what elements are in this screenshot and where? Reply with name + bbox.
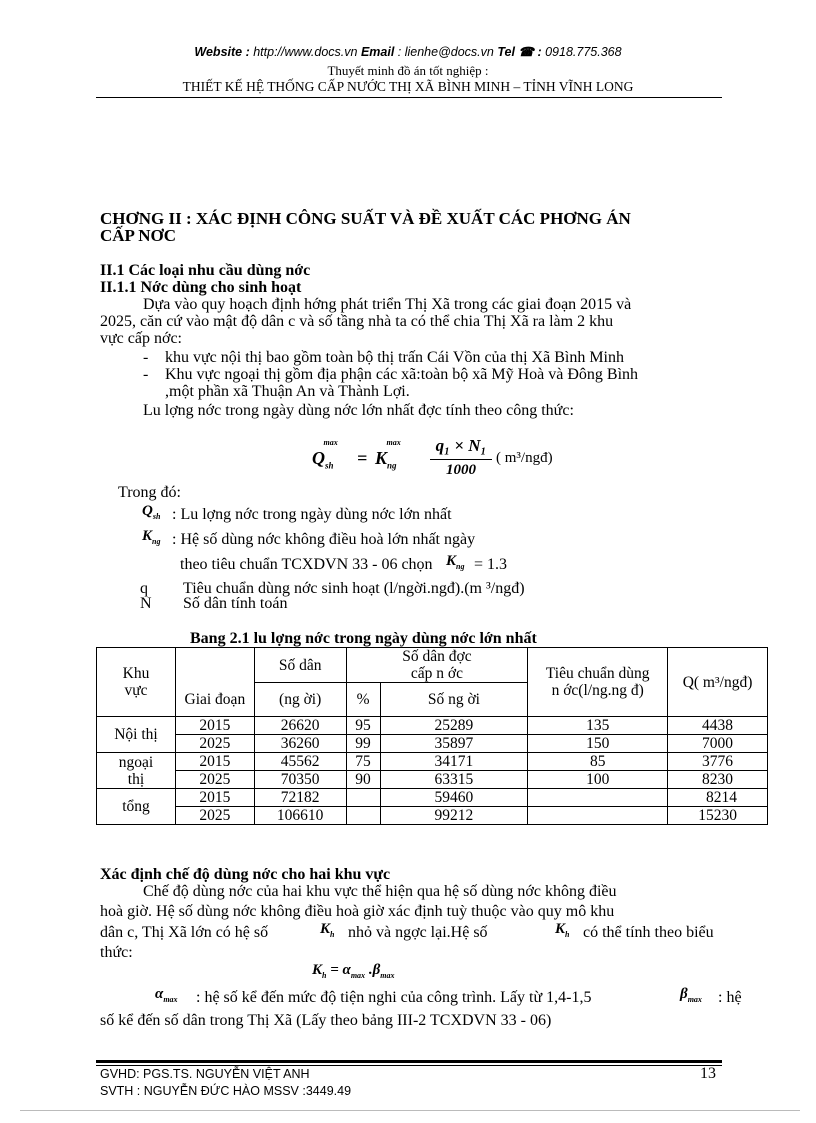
- header-so-dan: Số dân: [254, 648, 346, 683]
- para1-line3: vực cấp nớc:: [100, 330, 182, 347]
- footer-divider-thick: [96, 1060, 722, 1063]
- bullet-1: khu vực nội thị bao gồm toàn bộ thị trấn Cái Vồn của thị Xã Bình Minh: [165, 349, 624, 366]
- def-q-symbol: q: [140, 580, 148, 597]
- cell-std: 135: [528, 717, 668, 735]
- cell-pct: 75: [346, 753, 380, 771]
- def-kng-choice: theo tiêu chuẩn TCXDVN 33 - 06 chọn: [180, 556, 433, 573]
- alpha-text: : hệ số kể đến mức độ tiện nghi của công trình. Lấy từ 1,4-1,5: [196, 989, 592, 1006]
- cell-pop: 45562: [254, 753, 346, 771]
- cell-std: 150: [528, 735, 668, 753]
- header-tieu-chuan: Tiêu chuẩn dùng n ớc(l/ng.ng đ): [528, 648, 668, 717]
- page-number: 13: [700, 1065, 716, 1082]
- header-so-nguoi: Số ng ời: [380, 683, 528, 717]
- table-caption: Bang 2.1 lu lợng nớc trong ngày dùng nớc lớn nhất: [190, 630, 537, 647]
- website-header: [0, 44, 816, 59]
- section2-p3c: có thể tính theo biểu: [583, 924, 714, 941]
- formula-k: K: [375, 448, 388, 468]
- q-sh-max-symbol: $Q_{sh}$: [142, 503, 161, 521]
- website-label: Website :: [194, 45, 250, 59]
- cell-pct: 99: [346, 735, 380, 753]
- cell-q: 8214: [668, 789, 768, 807]
- para2: Lu lợng nớc trong ngày dùng nớc lớn nhất đợc tính theo công thức:: [143, 402, 574, 419]
- table-row: [97, 789, 768, 807]
- header-giai-doan: Giai đoạn: [175, 683, 254, 717]
- section2-p3a: dân c, Thị Xã lớn có hệ số: [100, 924, 269, 941]
- formula-unit: ( m³/ngđ): [496, 450, 553, 466]
- footer-svth: SVTH : NGUYỄN ĐỨC HÀO MSSV :3449.49: [100, 1084, 352, 1098]
- tel-label: Tel ☎ :: [497, 45, 542, 59]
- trong-do: Trong đó:: [118, 484, 181, 501]
- section2-p4: thức:: [100, 944, 133, 961]
- def-n-symbol: N: [140, 595, 152, 612]
- beta-text: : hệ: [718, 989, 742, 1006]
- cell-std: [528, 789, 668, 807]
- cell-served: 59460: [380, 789, 528, 807]
- cell-pop: 72182: [254, 789, 346, 807]
- email-label: Email: [360, 45, 395, 59]
- cell-served: 25289: [380, 717, 528, 735]
- header-so-dan-unit: (ng ời): [254, 683, 346, 717]
- cell-served: 63315: [380, 771, 528, 789]
- footer-divider-thin: [96, 1065, 722, 1066]
- table-row: [97, 735, 768, 753]
- cell-area: Nội thị: [97, 717, 176, 753]
- cell-year: 2025: [175, 807, 254, 825]
- section2-heading: Xác định chế độ dùng nớc cho hai khu vực: [100, 866, 391, 883]
- table-row: [97, 807, 768, 825]
- def-kng-value: = 1.3: [474, 556, 508, 573]
- bullet-2a: Khu vực ngoại thị gồm địa phận các xã:toàn bộ xã Mỹ Hoà và Đông Bình: [165, 366, 639, 383]
- header-q: Q( m³/ngđ): [668, 648, 768, 717]
- section2-p1: Chế độ dùng nớc của hai khu vực thể hiện qua hệ số dùng nớc không điều: [143, 883, 617, 900]
- alpha-max-symbol: $\alpha_{max}$: [155, 986, 178, 1004]
- website-url[interactable]: http://www.docs.vn: [253, 45, 358, 59]
- header-divider: [96, 97, 722, 98]
- cell-year: 2015: [175, 717, 254, 735]
- table-row: [97, 771, 768, 789]
- cell-served: 35897: [380, 735, 528, 753]
- k-h-max-symbol: $K_h$: [320, 921, 335, 939]
- cell-year: 2015: [175, 789, 254, 807]
- section2-p3b: nhỏ và ngợc lại.Hệ số: [348, 924, 488, 941]
- cell-pop: 70350: [254, 771, 346, 789]
- cell-std: 100: [528, 771, 668, 789]
- def-kng: : Hệ số dùng nớc không điều hoà lớn nhất ngày: [172, 531, 476, 548]
- bullet-dash: -: [143, 366, 149, 383]
- email-value[interactable]: : lienhe@docs.vn: [397, 45, 494, 59]
- formula-q: Q: [312, 448, 325, 468]
- formula-numerator: q₁ × N₁: [435, 436, 487, 455]
- def-q: Tiêu chuẩn dùng nớc sinh hoạt (l/ngời.ngđ).(m ³/ngđ): [183, 580, 525, 597]
- cell-pct: 95: [346, 717, 380, 735]
- cell-pop: 36260: [254, 735, 346, 753]
- cell-q: 3776: [668, 753, 768, 771]
- cell-year: 2025: [175, 771, 254, 789]
- cell-pop: 106610: [254, 807, 346, 825]
- cell-year: 2015: [175, 753, 254, 771]
- cell-pct: [346, 789, 380, 807]
- cell-served: 99212: [380, 807, 528, 825]
- section-heading: II.1 Các loại nhu cầu dùng nớc: [100, 262, 311, 279]
- table-row: [97, 717, 768, 735]
- beta-max-symbol: $\beta_{max}$: [680, 986, 702, 1004]
- cell-std: [528, 807, 668, 825]
- tel-value: 0918.775.368: [545, 45, 622, 59]
- bullet-2b: ,một phần xã Thuận An và Thành Lợi.: [165, 383, 410, 400]
- cell-area: ngoại thị: [97, 753, 176, 789]
- doc-subtitle: Thuyết minh đồ án tốt nghiệp :: [327, 63, 489, 78]
- def-n: Số dân tính toán: [183, 595, 288, 612]
- cell-std: 85: [528, 753, 668, 771]
- cell-area: tổng: [97, 789, 176, 825]
- header-empty: [175, 648, 254, 683]
- subsection-heading: II.1.1 Nớc dùng cho sinh hoạt: [100, 279, 302, 296]
- bullet-dash: -: [143, 349, 149, 366]
- kh-formula: $K_h = \alpha_{max}$ $.\beta_{max}$: [312, 962, 395, 980]
- k-ng-max-symbol: $K_{ng}$: [142, 528, 161, 546]
- water-demand-table: [96, 647, 768, 825]
- chapter-title: [100, 210, 631, 244]
- para1-line2: 2025, căn cứ vào mật độ dân c và số tầng nhà ta có thể chia Thị Xã ra làm 2 khu: [100, 313, 614, 330]
- cell-q: 7000: [668, 735, 768, 753]
- cell-pct: 90: [346, 771, 380, 789]
- para1-line1: Dựa vào quy hoạch định hớng phát triển Thị Xã trong các giai đoạn 2015 và: [143, 296, 632, 313]
- footer-gvhd: GVHD: PGS.TS. NGUYỄN VIỆT ANH: [100, 1067, 310, 1081]
- header-pct: %: [346, 683, 380, 717]
- chapter-line-1: CHƠNG II : XÁC ĐỊNH CÔNG SUẤT VÀ ĐỀ XUẤT CÁC PHƠNG ÁN: [100, 209, 631, 228]
- cell-pct: [346, 807, 380, 825]
- cell-year: 2025: [175, 735, 254, 753]
- k-h-max-symbol: $K_h$: [555, 921, 570, 939]
- cell-served: 34171: [380, 753, 528, 771]
- header-khu-vuc: Khu vực: [97, 648, 176, 717]
- page-bottom-rule: [20, 1110, 800, 1111]
- section2-p6: số kể đến số dân trong Thị Xã (Lấy theo bảng III-2 TCXDVN 33 - 06): [100, 1012, 552, 1029]
- cell-q: 4438: [668, 717, 768, 735]
- cell-pop: 26620: [254, 717, 346, 735]
- cell-q: 15230: [668, 807, 768, 825]
- def-qsh: : Lu lợng nớc trong ngày dùng nớc lớn nhất: [172, 506, 452, 523]
- doc-title: THIẾT KẾ HỆ THỐNG CẤP NƯỚC THỊ XÃ BÌNH MINH – TỈNH VĨNH LONG: [182, 79, 634, 94]
- formula-denominator: 1000: [446, 462, 476, 478]
- fraction-bar: [430, 459, 492, 460]
- cell-q: 8230: [668, 771, 768, 789]
- table-row: [97, 753, 768, 771]
- header-duoc-cap: Số dân đợc cấp n ớc: [346, 648, 528, 683]
- section2-p2: hoà giờ. Hệ số dùng nớc không điều hoà giờ xác định tuỳ thuộc vào quy mô khu: [100, 903, 615, 920]
- chapter-line-2: CẤP NƠC: [100, 226, 177, 245]
- k-ng-max-symbol: $K_{ng}$: [446, 553, 465, 571]
